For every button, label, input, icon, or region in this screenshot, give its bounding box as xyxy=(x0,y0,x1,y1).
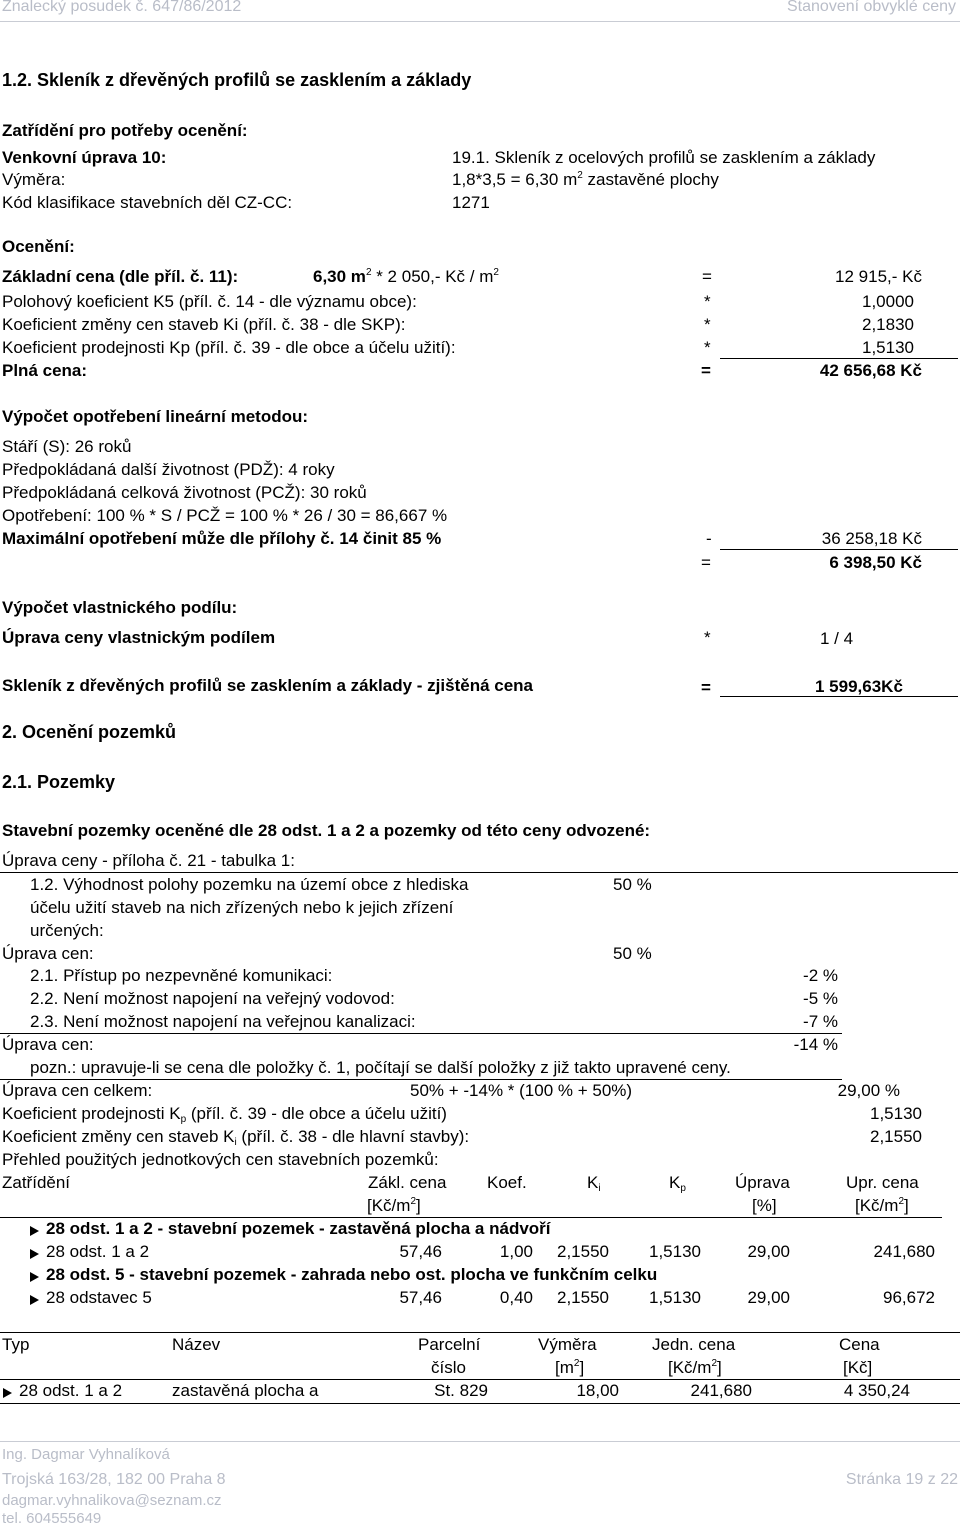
footer-address: Trojská 163/28, 182 00 Praha 8 xyxy=(2,1471,226,1488)
oceneni-heading: Ocenění: xyxy=(2,237,75,256)
unit-row-2-upr-cena: 96,672 xyxy=(883,1288,935,1307)
th-zakl-cena-unit: $[Kč/m^2]$ xyxy=(367,1196,421,1215)
pt-jedn-cena: Jedn. cena xyxy=(652,1335,736,1354)
max-rule xyxy=(720,549,958,550)
uprava-priloha: Úprava ceny - příloha č. 21 - tabulka 1: xyxy=(2,851,295,870)
ki2-value: 2,1550 xyxy=(870,1127,922,1146)
header-rule xyxy=(0,21,960,22)
kanalizace-value: -7 % xyxy=(803,1012,838,1031)
arrow-bullet-icon xyxy=(3,1388,13,1398)
kp-rule xyxy=(720,358,958,359)
stari-line: Stáří (S): 26 roků xyxy=(2,437,132,456)
pt-cena: Cena xyxy=(839,1335,880,1354)
kp-value: 1,5130 xyxy=(862,338,914,357)
pt-parcelni: Parcelní xyxy=(418,1335,481,1354)
celkem-value: 29,00 % xyxy=(837,1081,900,1100)
zjistena-rule xyxy=(720,696,958,697)
kod-label: Kód klasifikace stavebních děl CZ-CC: xyxy=(2,193,293,212)
pt-vymera-unit: $[m^2]$ xyxy=(555,1358,585,1377)
zakladni-value: 12 915,- Kč xyxy=(835,267,922,286)
max-opotrebeni-label: Maximální opotřebení může dle přílohy č. 14 činit 85 % xyxy=(2,529,442,548)
unit-row-1-upr-cena: 241,680 xyxy=(873,1242,935,1261)
k5-label: Polohový koeficient K5 (příl. č. 14 - dle významu obce): xyxy=(2,292,417,311)
priloha-rule xyxy=(0,872,958,873)
vyhodnost-value: 50 % xyxy=(613,875,652,894)
vyhodnost-line-3: určených: xyxy=(30,921,104,940)
th-zakl-cena: Zákl. cena xyxy=(368,1173,447,1192)
celkem-label: Úprava cen celkem: xyxy=(2,1081,153,1100)
uprava-cen-value: 50 % xyxy=(613,944,652,963)
header-left: Znalecký posudek č. 647/86/2012 xyxy=(2,0,242,15)
pt-cena-unit: [Kč] xyxy=(843,1358,873,1377)
uprava-rule xyxy=(0,1033,842,1034)
unit-group-2: 28 odst. 5 - stavební pozemek - zahrada nebo ost. plocha ve funkčním celku xyxy=(46,1265,658,1284)
zjistena-cena-label: Skleník z dřevěných profilů se zasklením a základy - zjištěná cena xyxy=(2,676,534,695)
th-upr-cena: Upr. cena xyxy=(846,1173,919,1192)
th-upr-cena-unit: $[Kč/m^2]$ xyxy=(855,1196,909,1215)
footer-email[interactable]: dagmar.vyhnalikova@seznam.cz xyxy=(2,1492,222,1509)
unit-table-rule xyxy=(0,1217,942,1218)
pozn-rule xyxy=(0,1079,842,1080)
unit-row-2-kp: 1,5130 xyxy=(649,1288,701,1307)
pt-jedn-cena-unit: $[Kč/m^2]$ xyxy=(668,1358,722,1377)
plna-value: 42 656,68 Kč xyxy=(819,361,922,380)
th-uprava: Úprava xyxy=(735,1173,790,1192)
unit-row-2-zakl: 57,46 xyxy=(399,1288,442,1307)
unit-row-1-name: 28 odst. 1 a 2 xyxy=(46,1242,150,1261)
kp2-value: 1,5130 xyxy=(870,1104,922,1123)
unit-row-2-name: 28 odstavec 5 xyxy=(46,1288,152,1307)
arrow-bullet-icon xyxy=(30,1226,40,1236)
th-zatrideni: Zatřídění xyxy=(2,1173,71,1192)
unit-row-1-ki: 2,1550 xyxy=(557,1242,609,1261)
arrow-bullet-icon xyxy=(30,1295,40,1305)
vypocet-heading: Výpočet opotřebení lineární metodou: xyxy=(2,407,309,426)
unit-row-1-koef: 1,00 xyxy=(499,1242,533,1261)
result-op: = xyxy=(701,553,711,572)
k5-op: * xyxy=(704,292,711,311)
prehled-heading: Přehled použitých jednotkových cen stavebních pozemků: xyxy=(2,1150,439,1169)
plna-label: Plná cena: xyxy=(2,361,88,380)
vyhodnost-line-1: 1.2. Výhodnost polohy pozemku na území obce z hlediska xyxy=(30,875,469,894)
stavebni-heading: Stavební pozemky oceněné dle 28 odst. 1 a 2 a pozemky od této ceny odvozené: xyxy=(2,821,651,840)
header-right: Stanovení obvyklé ceny xyxy=(787,0,956,15)
pt-nazev: Název xyxy=(172,1335,221,1354)
zjistena-cena-op: = xyxy=(701,678,711,697)
kp-label: Koeficient prodejnosti Kp (příl. č. 39 - dle obce a účelu užití): xyxy=(2,338,456,357)
footer-rule xyxy=(0,1441,960,1442)
max-opotrebeni-op: - xyxy=(706,529,712,548)
pt-vymera: Výměra xyxy=(538,1335,597,1354)
result-value: 6 398,50 Kč xyxy=(829,553,922,572)
pristup-value: -2 % xyxy=(803,966,838,985)
pdz-line: Předpokládaná další životnost (PDŽ): 4 roky xyxy=(2,460,335,479)
unit-group-1: 28 odst. 1 a 2 - stavební pozemek - zastavěná plocha a nádvoří xyxy=(46,1219,551,1238)
ki-op: * xyxy=(704,315,711,334)
vymera-label: Výměra: xyxy=(2,170,66,189)
uprava-podil-value: 1 / 4 xyxy=(820,629,854,648)
ki-label: Koeficient změny cen staveb Ki (příl. č. 38 - dle SKP): xyxy=(2,315,406,334)
parcel-row-typ: 28 odst. 1 a 2 xyxy=(19,1381,123,1400)
ki2-label: Koeficient změny cen staveb $K_i$ (příl. č. 38 - dle hlavní stavby): xyxy=(2,1127,470,1148)
pristup-label: 2.1. Přístup po nezpevněné komunikaci: xyxy=(30,966,333,985)
zjistena-cena-value: 1 599,63Kč xyxy=(815,677,903,696)
venkovni-value: 19.1. Skleník z ocelových profilů se zasklením a základy xyxy=(452,148,876,167)
parcel-row-vymera: 18,00 xyxy=(576,1381,619,1400)
zatrideni-heading: Zatřídění pro potřeby ocenění: xyxy=(2,121,248,140)
arrow-bullet-icon xyxy=(30,1249,40,1259)
vyhodnost-line-2: účelu užití staveb na nich zřízených nebo k jejich zřízení xyxy=(30,898,454,917)
th-kp: $K_p$ xyxy=(669,1173,686,1194)
footer-page: Stránka 19 z 22 xyxy=(845,1471,958,1488)
section-title: 1.2. Skleník z dřevěných profilů se zasklením a základy xyxy=(2,70,472,90)
th-uprava-unit: [%] xyxy=(752,1196,777,1215)
footer-name: Ing. Dagmar Vyhnalíková xyxy=(2,1446,170,1463)
parcel-row-jedn-cena: 241,680 xyxy=(690,1381,752,1400)
arrow-bullet-icon xyxy=(30,1272,40,1282)
vlastnicky-heading: Výpočet vlastnického podílu: xyxy=(2,598,238,617)
celkem-formula: 50% + -14% * (100 % + 50%) xyxy=(410,1081,633,1100)
venkovni-label: Venkovní úprava 10: xyxy=(2,148,167,167)
ki-value: 2,1830 xyxy=(862,315,914,334)
section-2-title: 2. Ocenění pozemků xyxy=(2,722,177,742)
max-opotrebeni-value: 36 258,18 Kč xyxy=(821,529,922,548)
kp-op: * xyxy=(704,338,711,357)
pt-cislo: číslo xyxy=(431,1358,466,1377)
unit-row-2-ki: 2,1550 xyxy=(557,1288,609,1307)
opotrebeni-line: Opotřebení: 100 % * S / PCŽ = 100 % * 26 / 30 = 86,667 % xyxy=(2,506,448,525)
plna-op: = xyxy=(701,361,711,380)
th-koef: Koef. xyxy=(487,1173,527,1192)
zakladni-op: = xyxy=(702,267,712,286)
zakladni-row: Základní cena (dle příl. č. 11): xyxy=(2,267,239,286)
parcel-row-cena: 4 350,24 xyxy=(843,1381,910,1400)
zakladni-formula: 6,30 $m^2 * 2$ 050,- Kč / $m^2$ xyxy=(313,267,499,286)
kod-value: 1271 xyxy=(452,193,490,212)
unit-row-1-zakl: 57,46 xyxy=(399,1242,442,1261)
pt-typ: Typ xyxy=(2,1335,30,1354)
vodovod-value: -5 % xyxy=(803,989,838,1008)
vodovod-label: 2.2. Není možnost napojení na veřejný vodovod: xyxy=(30,989,395,1008)
uprava-podil-op: * xyxy=(704,628,711,647)
unit-row-1-uprava: 29,00 xyxy=(747,1242,790,1261)
unit-row-2-uprava: 29,00 xyxy=(747,1288,790,1307)
k5-value: 1,0000 xyxy=(862,292,914,311)
uprava-podil-label: Úprava ceny vlastnickým podílem xyxy=(2,628,276,647)
parcel-row-nazev: zastavěná plocha a xyxy=(172,1381,319,1400)
unit-row-1-kp: 1,5130 xyxy=(649,1242,701,1261)
footer-tel: tel. 604555649 xyxy=(2,1510,102,1527)
kanalizace-label: 2.3. Není možnost napojení na veřejnou kanalizaci: xyxy=(30,1012,416,1031)
parcel-table-bottom-rule xyxy=(0,1403,960,1404)
pcz-line: Předpokládaná celková životnost (PCŽ): 30 roků xyxy=(2,483,367,502)
unit-row-2-koef: 0,40 xyxy=(499,1288,533,1307)
uprava-cen2-value: -14 % xyxy=(793,1035,838,1054)
uprava-cen2-label: Úprava cen: xyxy=(2,1035,94,1054)
parcel-row-cislo: St. 829 xyxy=(434,1381,488,1400)
kp2-label: Koeficient prodejnosti $K_p$ (příl. č. 39 - dle obce a účelu užití) xyxy=(2,1104,447,1125)
th-ki: $K_i$ xyxy=(587,1173,601,1194)
poznamka: pozn.: upravuje-li se cena dle položky č. 1, počítají se další položky z již takto upravené ceny. xyxy=(30,1058,731,1077)
parcel-table-top-rule xyxy=(0,1332,960,1333)
parcel-table-header-rule xyxy=(0,1379,960,1380)
uprava-cen-label: Úprava cen: xyxy=(2,944,94,963)
vymera-value: 1,8*3,5 = 6,30 $m^2$ zastavěné plochy xyxy=(452,170,719,189)
section-2-1-title: 2.1. Pozemky xyxy=(2,772,116,792)
